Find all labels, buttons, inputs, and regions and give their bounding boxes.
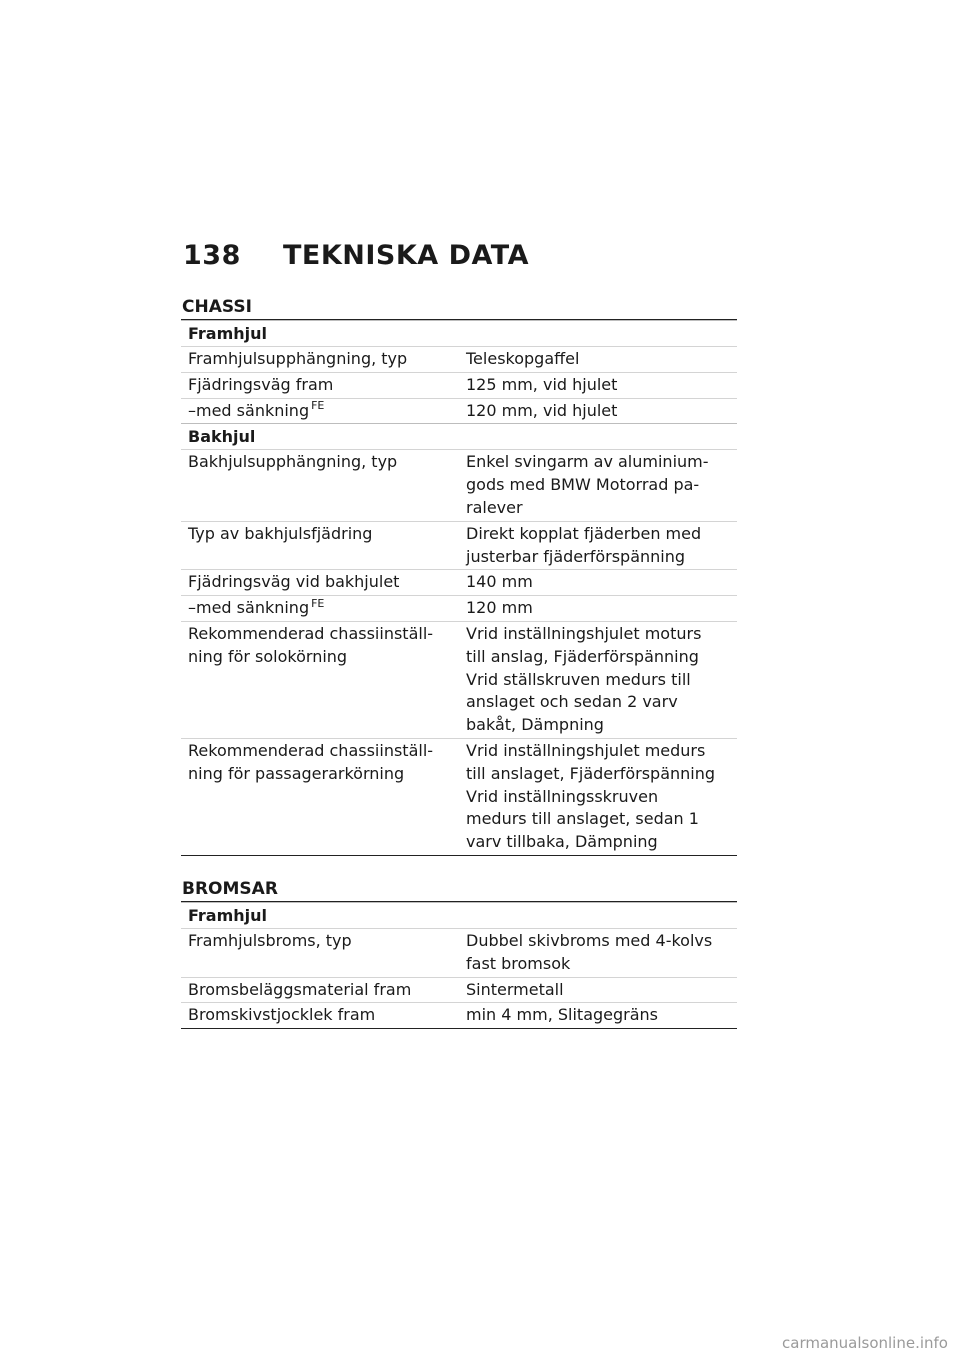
spec-label [181,521,459,570]
table-row [181,570,737,596]
spec-label-text: Fjädringsväg vid bakhjulet [188,572,400,592]
spec-value: Sintermetall [459,977,737,1003]
spec-value: Teleskopgaffel [459,347,737,373]
spec-label-text: Rekommenderad chassiinställ- ning för passagerarkörning [188,740,434,783]
spec-label [181,372,459,398]
spec-label [181,450,459,521]
spec-label [181,1003,459,1028]
spec-value: 140 mm [459,570,737,596]
spec-value: Vrid inställningshjulet moturs till anslag, Fjäderförspänning Vrid ställskruven medurs till anslaget och sedan 2 varv bakåt, Dämpning [459,621,737,738]
spec-value: Direkt kopplat fjäderben med justerbar fjäderförspänning [459,521,737,570]
spec-label [181,398,459,423]
table-row [181,521,737,570]
table-row [181,347,737,373]
spec-label [181,738,459,854]
option-superscript: FE [311,399,325,413]
spec-label [181,347,459,373]
table-row [181,929,737,978]
spec-value: 125 mm, vid hjulet [459,372,737,398]
group-subtitle: Framhjul [181,320,737,346]
page-header [183,240,529,271]
spec-value: min 4 mm, Slitagegräns [459,1003,737,1028]
table-row [181,450,737,521]
section-title: BROMSAR [181,876,737,902]
spec-table [181,928,737,1028]
watermark: carmanualsonline.info [782,1334,948,1352]
page-title: TEKNISKA DATA [283,240,530,271]
spec-label-text: Fjädringsväg fram [188,374,334,394]
group-subtitle: Bakhjul [181,423,737,449]
section-bottom-rule [181,855,737,856]
table-row [181,596,737,622]
option-superscript: FE [311,596,325,610]
spec-label [181,621,459,738]
table-row [181,398,737,423]
spec-value: 120 mm, vid hjulet [459,398,737,423]
spec-table [181,449,737,855]
spec-label-text: Bakhjulsupphängning, typ [188,452,398,472]
spec-value: Vrid inställningshjulet medurs till anslaget, Fjäderförspänning Vrid inställningsskruven medurs till anslaget, sedan 1 varv tillbaka, Dämpning [459,738,737,854]
spec-value: 120 mm [459,596,737,622]
table-row [181,372,737,398]
group-subtitle: Framhjul [181,902,737,928]
spec-label-text: Typ av bakhjulsfjädring [188,523,373,543]
spec-label-text: –med sänkning [188,400,310,420]
spec-label [181,977,459,1003]
spec-label [181,929,459,978]
page-number: 138 [183,240,241,271]
section-bottom-rule [181,1028,737,1029]
spec-label [181,596,459,622]
table-row [181,738,737,854]
spec-label [181,570,459,596]
spec-label-text: Bromskivstjocklek fram [188,1005,376,1025]
section-chassi [181,294,737,856]
table-row [181,977,737,1003]
spec-label-text: Framhjulsupphängning, typ [188,349,408,368]
spec-value: Dubbel skivbroms med 4-kolvs fast bromsok [459,929,737,978]
spec-label-text: –med sänkning [188,598,310,618]
spec-value: Enkel svingarm av aluminium- gods med BMW Motorrad pa- ralever [459,450,737,521]
spec-table [181,346,737,423]
table-row [181,1003,737,1028]
section-title: CHASSI [181,294,737,320]
spec-label-text: Framhjulsbroms, typ [188,931,352,950]
spec-label-text: Bromsbeläggsmaterial fram [188,979,412,999]
spec-label-text: Rekommenderad chassiinställ- ning för solokörning [188,623,434,666]
table-row [181,621,737,738]
section-bromsar [181,876,737,1029]
